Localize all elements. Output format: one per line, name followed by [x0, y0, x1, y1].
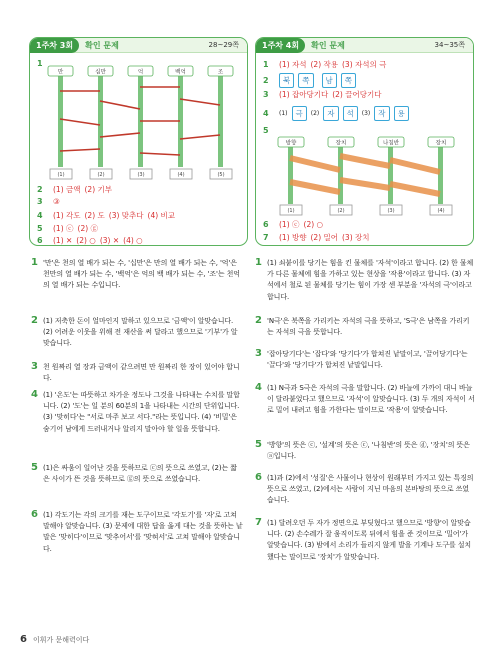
- poles: [288, 146, 443, 204]
- tag-label: 장치: [335, 140, 347, 147]
- rung: [100, 101, 140, 109]
- box-title: 확인 문제: [85, 40, 119, 50]
- answer: (2) 밀어: [310, 233, 338, 242]
- ladder-svg: [274, 136, 464, 216]
- explanation-text: (1) '온도'는 따뜻하고 차가운 정도나 그것을 나타내는 수치를 말합니다. (2) '도'는 일 분의 60분의 1을 나타내는 시간의 단위입니다. (3) '맞히다'는 "서로 마주 보고 서다."라는 뜻입니다. (4) '비밀'은 숨기어 남에게 드러내거나 알리지 말아야 할 일을 뜻합니다.: [43, 391, 240, 433]
- explanation-r6: [255, 472, 475, 507]
- page-reference: 28~29쪽: [208, 41, 239, 49]
- question-5-label: [263, 126, 275, 135]
- answer-chip: 쪽: [298, 73, 313, 88]
- question-7: [263, 232, 370, 243]
- explanation-number: 5: [255, 439, 262, 450]
- pole: [218, 75, 223, 167]
- explanation-r1: [255, 257, 475, 303]
- explanation-number: 2: [255, 315, 262, 326]
- answer-box-week1-4: [255, 37, 474, 246]
- answer: (3) 자석의 극: [342, 60, 387, 69]
- band: [290, 182, 340, 192]
- explanation-text: (1) 달려오던 두 자가 정면으로 부딪혔다고 했으므로 '방향'이 알맞습니다. (2) 손수레가 잘 움직이도록 뒤에서 힘을 준 것이므로 '밀어'가 알맞습니다. (3) 밤에서 소리가 들리지 않게 발을 기계나 도구를 설치했다는 말이므로 '장치'가 알맞습니다.: [267, 519, 472, 561]
- box-title: 확인 문제: [311, 40, 345, 50]
- rung: [60, 119, 100, 125]
- pole: [58, 75, 63, 167]
- answer: (3) 장치: [342, 233, 370, 242]
- question-number: 5: [263, 126, 269, 135]
- answer: (2) 작용: [310, 60, 338, 69]
- explanation-number: 2: [31, 315, 38, 326]
- question-6: [263, 219, 323, 230]
- answer: (1) 각도: [53, 211, 81, 220]
- explanation-text: '방향'의 뜻은 ⓒ, '설계'의 뜻은 ⓒ, '나침반'의 뜻은 ⓓ, '장치'의 뜻은 ⓐ입니다.: [267, 441, 470, 461]
- answer: (1) ✕: [53, 236, 73, 245]
- tag-label: 조: [217, 69, 224, 76]
- explanation-number: 6: [31, 509, 38, 520]
- explanation-text: (1)과 (2)에서 '성질'은 사물이나 현상이 원래부터 가지고 있는 특징의 뜻으로 쓰였고, (2)에서는 사람이 지닌 마음의 본바탕의 뜻으로 쓰였습니다.: [267, 474, 474, 505]
- rung: [140, 153, 180, 155]
- explanation-1: [31, 257, 243, 292]
- pole: [98, 75, 103, 167]
- rung: [180, 99, 220, 105]
- question-2: [37, 184, 112, 195]
- answer: (1) 방향: [279, 233, 307, 242]
- tag-label: 억: [137, 69, 144, 76]
- ladder-diagram-2: [274, 136, 464, 216]
- explanation-text: (1) 쇠붙이를 당기는 힘을 킨 물체를 '자석'이라고 합니다. (2) 한 물체가 다른 물체에 힘을 가하고 있는 현상을 '작용'이라고 합니다. (3) 자석에서 철로 된 물체를 당기는 힘이 가장 센 부분을 '자석의 극'이라고 합니다.: [267, 259, 474, 301]
- question-number: 4: [263, 109, 269, 118]
- answer: (2) ⓖ: [77, 224, 99, 233]
- question-2: [263, 73, 356, 88]
- answer: (3) 맞추다: [108, 211, 144, 220]
- answer-number: (4): [177, 172, 185, 178]
- rung: [100, 133, 140, 137]
- explanation-number: 5: [31, 462, 38, 473]
- explanation-number: 1: [255, 257, 262, 268]
- answer: (2) 도: [84, 211, 105, 220]
- sub-label: (2): [310, 110, 320, 117]
- question-number: 6: [263, 220, 269, 229]
- question-number: 4: [37, 211, 43, 220]
- page-reference: 34~35쪽: [434, 41, 465, 49]
- explanation-5: [31, 462, 243, 485]
- tag-label: 방향: [285, 140, 297, 147]
- answer-number: (2): [97, 172, 105, 178]
- answer: (2) 끌어당기다: [332, 90, 382, 99]
- book-title: 이휘가 문해력이다: [32, 636, 90, 644]
- explanation-text: '잡아당기다'는 '잡다'와 '당기다'가 합쳐진 낱말이고, '끌어당기다'는 '끌다'와 '당기다'가 합쳐진 낱말입니다.: [267, 350, 468, 370]
- explanation-r3: [255, 348, 475, 371]
- answer: (4) 비교: [147, 211, 176, 220]
- question-6: [37, 236, 143, 245]
- band: [340, 180, 390, 188]
- answer-labels: [57, 172, 224, 178]
- answer-number: (1): [57, 172, 65, 178]
- answer: (1) 자석: [279, 60, 307, 69]
- ladder-bands: [290, 156, 440, 194]
- question-number: 3: [37, 197, 43, 206]
- answer-chip: 작: [374, 106, 389, 121]
- answer: ③: [53, 197, 60, 206]
- tag-label: 만: [57, 69, 64, 76]
- question-5: [37, 223, 98, 234]
- tag-label: 백억: [175, 69, 186, 76]
- rung: [60, 149, 100, 151]
- question-number: 7: [263, 233, 269, 242]
- explanation-text: 'N극'은 북쪽을 가리키는 자석의 극을 뜻하고, 'S극'은 남쪽을 가리키는 자석의 극을 뜻합니다.: [267, 317, 470, 337]
- tag-label: 십만: [95, 69, 106, 76]
- tag-labels: [58, 68, 224, 76]
- pole: [388, 146, 393, 204]
- answer: (2) ○: [76, 236, 96, 245]
- question-3: [263, 89, 381, 100]
- answer-box-week1-3: [29, 37, 248, 246]
- explanation-r2: [255, 315, 475, 338]
- explanation-6: [31, 509, 243, 555]
- explanation-number: 4: [255, 382, 262, 393]
- explanation-number: 3: [31, 361, 38, 372]
- answer-box-header: [30, 38, 247, 53]
- answer: (1) ⓒ: [279, 220, 300, 229]
- question-number: 1: [263, 60, 269, 69]
- explanation-text: (1)은 싸움이 일어난 것을 뜻하므로 ⓒ의 뜻으로 쓰였고, (2)는 짧은 사이가 뜬 것을 뜻하므로 ⓖ의 뜻으로 쓰였습니다.: [43, 464, 237, 484]
- question-number: 2: [37, 185, 43, 194]
- answer-chip: 북: [279, 73, 294, 88]
- ladder-diagram: [40, 65, 240, 180]
- tag-label: 장치: [435, 140, 447, 147]
- explanation-number: 4: [31, 389, 38, 400]
- question-1: [263, 59, 386, 70]
- answer-boxes: [280, 205, 452, 215]
- explanation-2: [31, 315, 243, 350]
- week-badge: 1주차 4회: [256, 38, 305, 53]
- explanation-text: 천 원짜리 열 장과 금액이 같으려면 만 원짜리 한 장이 있어야 합니다.: [43, 363, 240, 383]
- band: [340, 156, 390, 166]
- question-number: 1: [37, 59, 43, 68]
- question-3: [37, 197, 60, 206]
- band: [390, 184, 440, 194]
- tag-label: 나침반: [383, 140, 399, 147]
- answer-labels: [287, 208, 444, 214]
- pole: [288, 146, 293, 204]
- question-4: [37, 210, 175, 221]
- explanation-r4: [255, 382, 475, 417]
- answer-chip: 용: [394, 106, 409, 121]
- answer-chip: 자: [323, 106, 338, 121]
- explanation-text: (1) 각도기는 각의 크기를 재는 도구이므로 '각도기'를 '자'로 고쳐 말해야 알맞습니다. (3) 문제에 대한 답을 옳게 대는 것을 뜻하는 낱말은 '맞히다'이므로 '맞추어서'를 '맞혀서'로 고쳐 말해야 알맞습니다.: [43, 511, 243, 553]
- answer-number: (3): [137, 172, 145, 178]
- explanation-4: [31, 389, 243, 435]
- explanation-text: (1) N극과 S극은 자석의 극을 말합니다. (2) 바늘에 가까이 대니 바늘이 달라붙었다고 했으므로 '자석'이 알맞습니다. (3) 두 개의 자석이 서로 밀어 내려고 힘을 가한다는 말이므로 '작용'이 알맞습니다.: [267, 384, 475, 415]
- explanation-r7: [255, 517, 475, 563]
- answer: (1) 잡아당기다: [279, 90, 329, 99]
- answer: (1) ⓒ: [53, 224, 74, 233]
- answer: (2) ○: [303, 220, 324, 229]
- band: [290, 158, 340, 170]
- question-number: 2: [263, 76, 269, 85]
- answer-chip: 쪽: [341, 73, 356, 88]
- explanation-r5: [255, 439, 475, 462]
- tag-labels: [286, 139, 447, 147]
- rung: [180, 135, 220, 139]
- explanation-number: 3: [255, 348, 262, 359]
- page-number: 6: [20, 634, 27, 645]
- explanation-number: 7: [255, 517, 262, 528]
- answer-number: (5): [217, 172, 225, 178]
- answer-chip: 남: [322, 73, 337, 88]
- question-number: 6: [37, 236, 43, 245]
- band: [390, 160, 440, 172]
- explanation-text: (1) 저축한 돈이 얼마인지 말하고 있으므로 '금액'이 알맞습니다. (2) 어려운 이웃을 위해 전 재산을 써 달라고 했으므로 '기부'가 알맞습니다.: [43, 317, 238, 348]
- question-number: 3: [263, 90, 269, 99]
- question-number: 5: [37, 224, 43, 233]
- week-badge: 1주차 3회: [30, 38, 79, 53]
- answer-box-header: [256, 38, 473, 53]
- answer: (4) ○: [123, 236, 143, 245]
- answer-chip: 석: [343, 106, 358, 121]
- sub-label: (1): [279, 110, 288, 117]
- explanation-number: 1: [31, 257, 38, 268]
- page-footer: [20, 634, 89, 645]
- sub-label: (3): [361, 110, 371, 117]
- answer: (2) 기부: [84, 185, 112, 194]
- answer-number: (4): [437, 208, 445, 214]
- explanation-text: '만'은 천의 열 배가 되는 수, '십만'은 만의 열 배가 되는 수, '억'은 천만의 열 배가 되는 수, '백억'은 억의 백 배가 되는 수, '조'는 천억의 열 배가 되는 수입니다.: [43, 259, 240, 290]
- answer: (3) ✕: [99, 236, 120, 245]
- explanation-3: [31, 361, 243, 384]
- answer-number: (2): [337, 208, 345, 214]
- answer: (1) 금액: [53, 185, 81, 194]
- question-4: [263, 106, 409, 121]
- answer-number: (1): [287, 208, 295, 214]
- explanation-number: 6: [255, 472, 262, 483]
- answer-number: (3): [387, 208, 395, 214]
- answer-chip: 극: [292, 106, 307, 121]
- ladder-svg: [40, 65, 240, 180]
- tag-boxes: [278, 137, 454, 147]
